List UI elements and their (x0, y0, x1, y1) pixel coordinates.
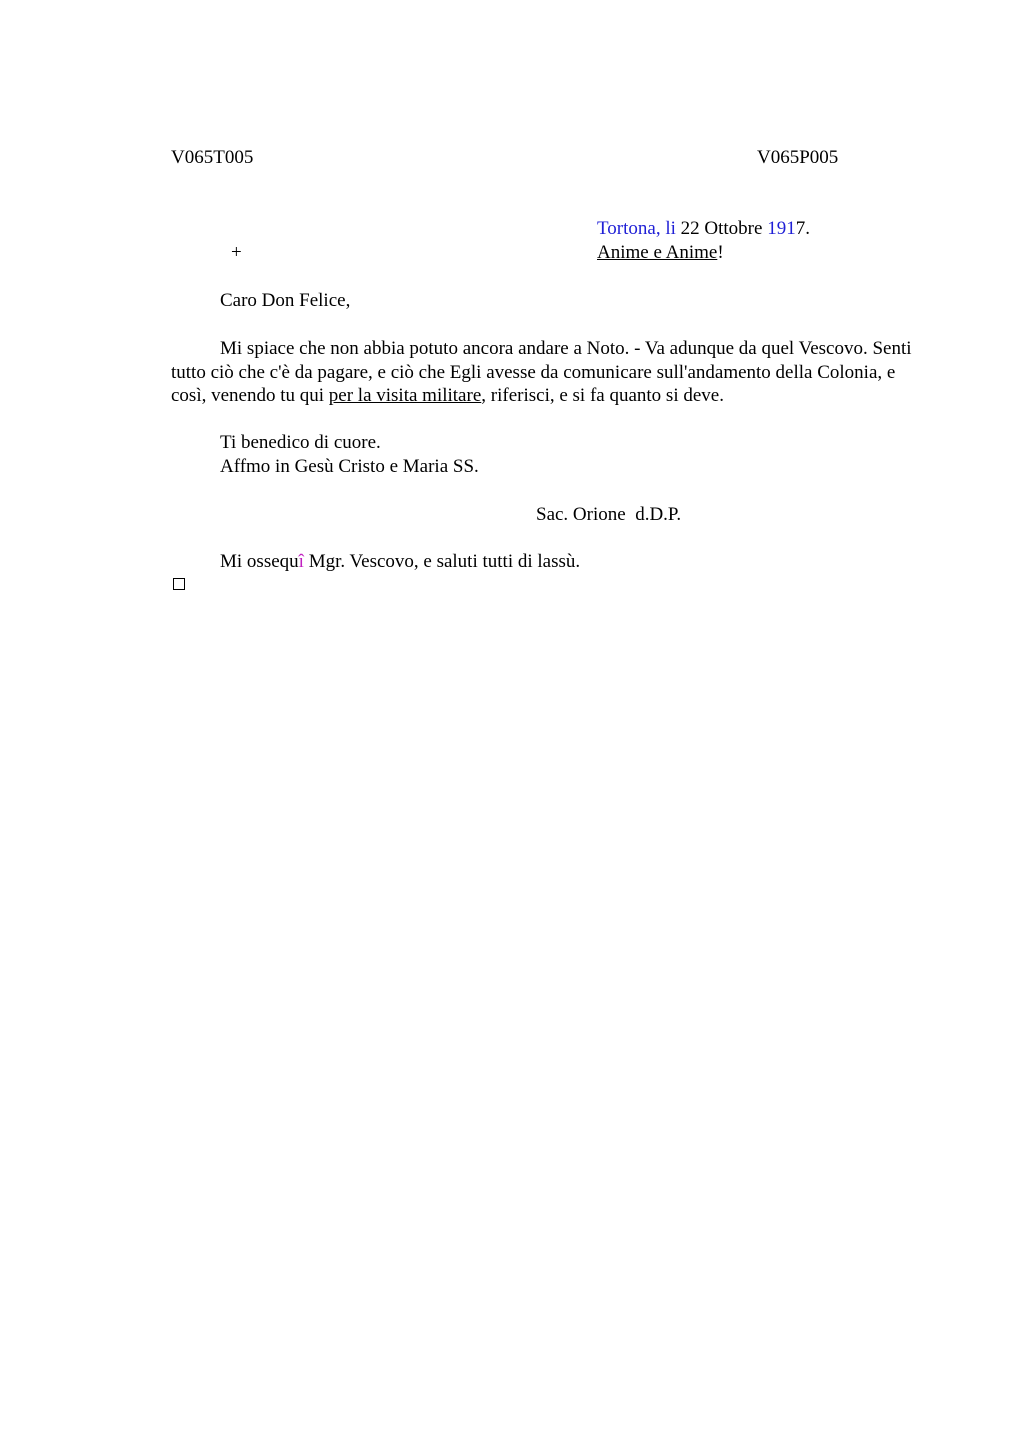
motto-text: Anime e Anime (597, 242, 718, 263)
postscript-after: Mgr. Vescovo, e saluti tutti di lassù. (303, 551, 581, 572)
dateline-day-month: 22 Ottobre (675, 218, 768, 239)
dateline (597, 217, 810, 241)
postscript-accent: î (298, 551, 304, 572)
dateline-place: Tortona, li (597, 218, 676, 239)
dateline-year-prefix: 191 (767, 218, 796, 239)
signature: Sac. Orione d.D.P. (536, 504, 682, 525)
document-code-left: V065T005 (171, 147, 254, 168)
letter-body-part1: Mi spiace che non abbia potuto ancora andare a Noto. - Va adunque da quel Vescovo. Senti tutto ciò che c'è da pagare, e ciò che Egli avesse da comunicare sull'andamento della Colonia, e così, venendo tu qui (171, 338, 912, 407)
letter-body-part2: , riferisci, e si fa quanto si deve. (481, 385, 724, 407)
closing-line: Affmo in Gesù Cristo e Maria SS. (220, 456, 479, 477)
letter-body (171, 337, 916, 408)
cross-mark: + (231, 242, 242, 263)
letter-body-underlined: per la visita militare (328, 385, 482, 407)
motto-punct: ! (717, 242, 724, 263)
document-code-right: V065P005 (757, 147, 839, 168)
motto (597, 241, 724, 265)
salutation: Caro Don Felice, (220, 290, 351, 311)
empty-checkbox-mark (173, 578, 185, 590)
dateline-year-suffix: 7. (795, 218, 810, 239)
postscript (220, 550, 580, 574)
postscript-before: Mi ossequ (220, 551, 299, 572)
blessing-line: Ti benedico di cuore. (220, 432, 381, 453)
